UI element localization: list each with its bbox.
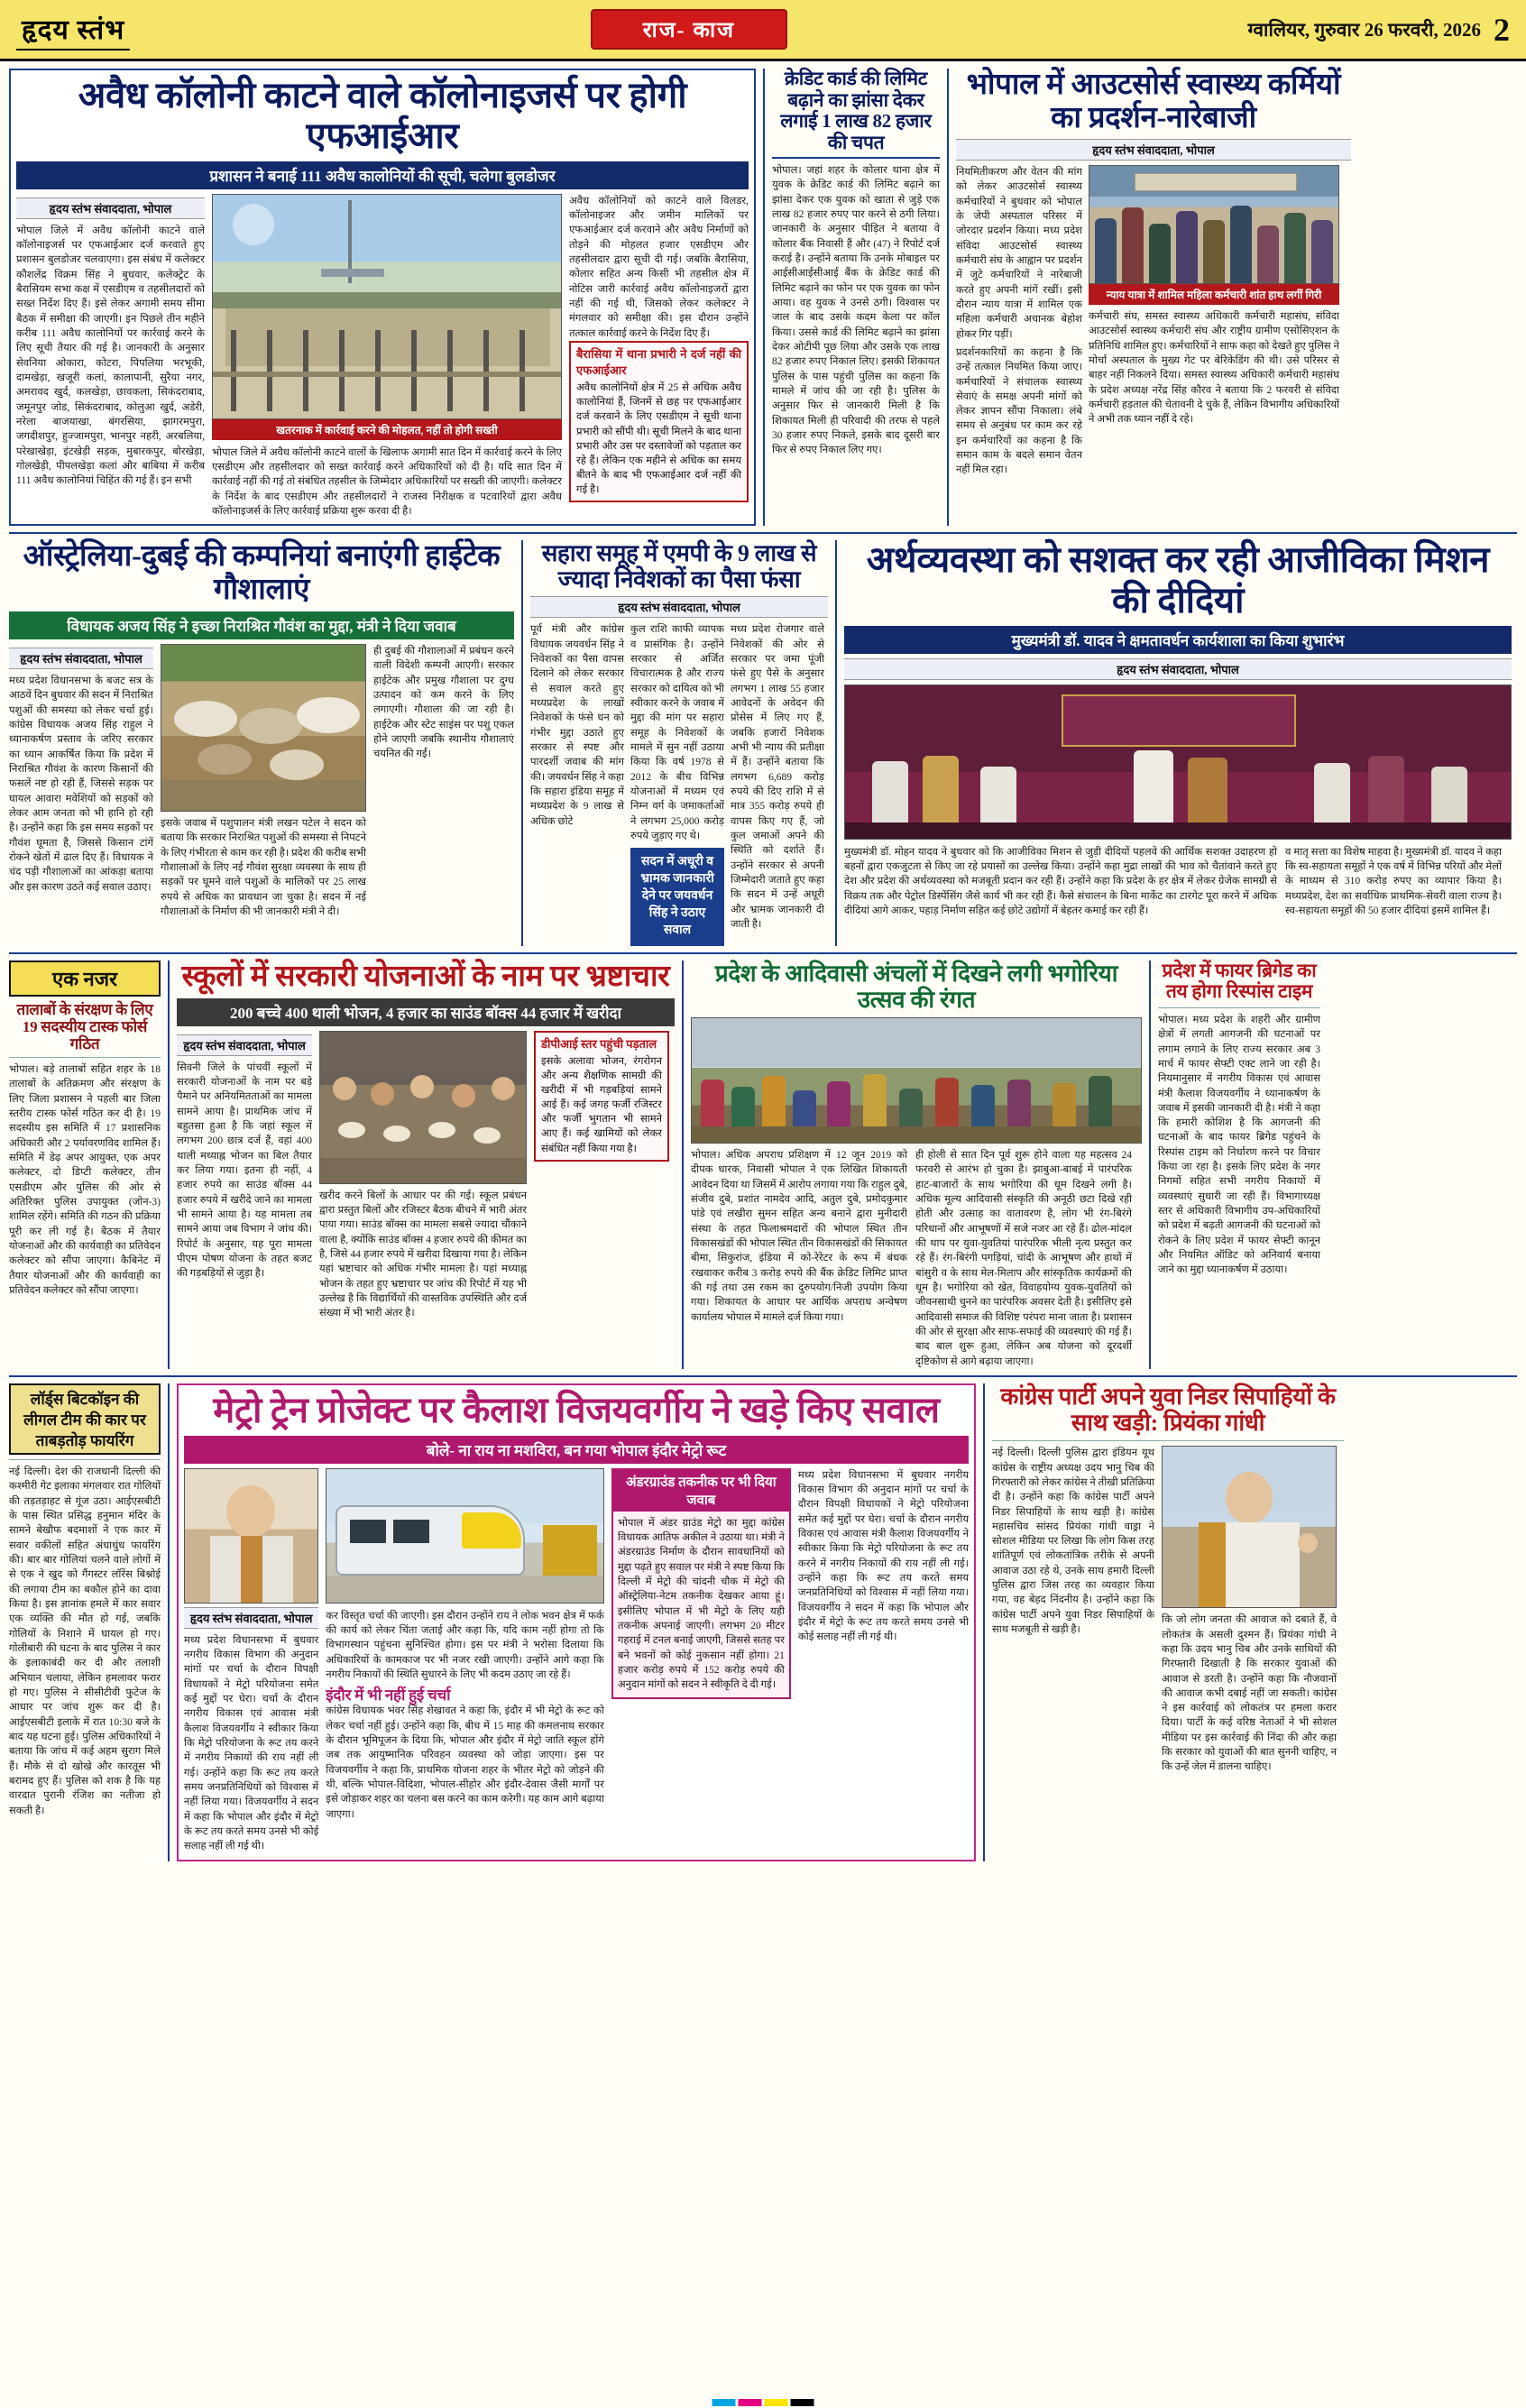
outsource-photo-caption: न्याय यात्रा में शामिल महिला कर्मचारी शांत हाथ लगीं गिरी — [1089, 284, 1339, 305]
lead-subhead: प्रशासन ने बनाई 111 अवैध कालोनियों की सूची, चलेगा बुलडोजर — [16, 161, 749, 189]
tribal-col2: ही होली से सात दिन पूर्व शुरू होने वाला यह महत्सव 24 फरवरी से आरंभ हो चुका है। झाबुआ-बाबई में पारंपरिक हाट-बाजारों के साथ भगोरिया की धूम दिखने लगी है। अधिक मूल्य आदिवासी संस्कृति की अनूठी छटा दिखे रही होती और उत्साह का वातावरण है, लोग भी रंग-बिरंगे परिधानों और आभूषणों में सजे नजर आ रहे हैं। ढोल-मांदल की थाप पर युवा-युवतियां पारंपरिक भीली नृत्य प्रस्तुत कर रहे हैं। रंग-बिरंगी पगड़ियां, चांदी के आभूषण और हाथों में बांसुरी व के साथ मेल-मिलाप और सांस्कृतिक कार्यक्रमों की धूम है। भगोरिया को खेत, विवाहयोग्य युवक-युवतियों को जीवनसाथी चुनने का पारंपरिक अवसर देती है। इसीलिए इसे आदिवासी समाज की विशिष्ट परंपरा माना जाता है। प्रशासन की ओर से सुरक्षा और साफ-सफाई की व्यवस्थाएं की गई हैं। बाद बाल शुरू हुआ, लेकिन अब योजना को दूरदर्शी दृष्टिकोण से आगे बढ़ाया जाएगा। — [915, 1150, 1132, 1367]
lead-tagbox-text: अवैध कालोनियों क्षेत्र में 25 से अधिक अवैध कालोनियां हैं, जिनमें से छह पर एफआईआर दर्ज करवाने के लिए एसडीएम ने सूची थाना प्रभारी को सौंपी थी। सूची मिलने के बाद थाना प्रभारी और उस पर दस्तावेजों को पड़ताल कर रहे हैं। लेकिन एक महीने से अधिक का समय बीतने के बाद भी एफआईआर दर्ज नहीं की गई है। — [576, 382, 741, 495]
lords-story — [9, 1383, 161, 1861]
outsource-photo — [1089, 165, 1339, 284]
schools-headline: स्कूलों में सरकारी योजनाओं के नाम पर भ्रष्टाचार — [181, 960, 670, 993]
divider — [168, 1383, 170, 1861]
third-band — [9, 960, 1517, 1369]
ek-nazar-text: भोपाल। बड़े तालाबों सहित शहर के 18 तालाबों के अतिक्रमण और संरक्षण के लिए जिला प्रशासन ने पहली बार जिला स्तरीय टास्क फोर्स गठित कर दी है। 19 सदस्यीय इस समिति में 17 प्रशासनिक अधिकारी और 2 पर्यावरणविद शामिल हैं। समिति में डेढ़ अपर आयुक्त, एक अपर कलेक्टर, दो डिप्टी कलेक्टर, तीन एसडीएम और पुलिस की ओर से अतिरिक्त पुलिस उपायुक्त (जोन-3) शामिल रहेंगे। समिति की गठन की प्रक्रिया पूरी कर ली गई है। बैठक में तैयार योजनाओं और की कार्यवाही का प्रतिवेदन कलेक्टर को सौंपा जाएगा। कैबिनेट में तैयार योजनाओं और की कार्यवाही का प्रतिवेदन कलेक्टर को सौंपा जाएगा। — [9, 1063, 161, 1296]
lead-tagbox-title: बैरासिया में थाना प्रभारी ने दर्ज नहीं की एफआईआर — [576, 346, 741, 378]
masthead — [0, 0, 1526, 61]
lead-col2: अवैध कॉलोनियों को काटने वाले विलडर, कॉलोनाइजर और जमीन मालिकों पर एफआईआर दर्ज करवाने और अवैध निर्माणों को तोड़ने की मोहलत हजार एसडीएम और तहसीलदार द्वारा सूची दी गई। जबकि बैरासिया, कोलार सहित अन्य किसी भी तहसील क्षेत्र में नोटिस जारी कार्रवाई अवैध कॉलोनाइजरों द्वारा नहीं की गई थी, जिसको लेकर कलेक्टर ने मंगलवार को समीक्षा की। इस दौरान उन्होंने तत्काल कार्रवाई करने के निर्देश दिए हैं। — [569, 195, 749, 339]
top-band — [9, 69, 1517, 526]
tribal-story — [691, 960, 1142, 1369]
schools-col1: सिवनी जिले के पांचवीं स्कूलों में सरकारी योजनाओं के नाम पर बड़े पैमाने पर अनियमितताओं का मामला सामने आया है। प्राथमिक जांच में बहुतसा हुआ है कि जहां स्कूल में लगभग 200 छात्र दर्ज हैं, वहां 400 थाली मध्याह्न भोजन का बिल तैयार कर लिया गया। इतना ही नहीं, 4 हजार रुपये का साउंड बॉक्स 44 हजार रुपये में खरीदे जाने का मामला भी सामने आया है। यह मामला तब सामने आया जब विभाग ने जांच की। रिपोर्ट के अनुसार, यह पूरा मामला पीएम पोषण योजना के तहत बजट की गड़बड़ियों से जुड़ा है। — [177, 1062, 312, 1280]
lead-photo-caption: खतरनाक में कार्रवाई करने की मोहलत, नहीं तो होगी सख्ती — [212, 419, 562, 440]
cmyk-registration-marks — [712, 2399, 814, 2406]
schools-photo — [319, 1031, 527, 1184]
divider — [9, 532, 1517, 534]
gaushala-col2: इसके जवाब में पशुपालन मंत्री लखन पटेल ने सदन को बताया कि सरकार निराश्रित पशुओं की समस्या से निपटने के लिए गंभीरता से काम कर रही है। प्रदेश की करीब सभी गौशालाओं के लिए नई गौवंश सुरक्षा व्यवस्था के साथ ही सड़कों पर घूमने वाले पशुओं के मालिकों पर 25 लाख रुपये से अधिक का प्रावधान जा चुका है। सदन में नई गौशालाओं के निर्माण की भी जानकारी मंत्री ने दी। — [161, 818, 366, 918]
congress-photo — [1162, 1446, 1337, 1608]
schools-tagbox — [534, 1031, 669, 1162]
metro-sub2-text: कांग्रेस विधायक भंवर सिंह शेखावत ने कहा कि, इंदौर में भी मेट्रो के रूट को लेकर चर्चा नहीं हुई। उन्होंने कहा कि, बीच में 15 माह की कमलनाथ सरकार के दौरान भूमिपूजन के दिया कि, भोपाल और इंदौर में मेट्रो जाति स्कूल होंगे जब तक आयुष्मानिक परिवहन व्यवस्था को जोड़ा जाएगा। इस पर विजयवर्गीय ने कहा कि, प्राथमिक योजना शहर के भीतर मेट्रो को जोड़ने की थी, बल्कि भोपाल-विदिशा, भोपाल-सीहोर और इंदौर-देवास जैसी मार्गों पर इसे जोड़ाकर शहर का चलना बस करने का काम करेगी। यह काम आगे बढ़ाया जाएगा। — [326, 1705, 604, 1820]
ek-nazar-head: एक नजर — [9, 960, 161, 997]
ek-nazar-column — [9, 960, 161, 1369]
lead-story — [9, 69, 756, 526]
schools-col2: खरीद करने बिलों के आधार पर की गई। स्कूल प्रबंधन द्वारा प्रस्तुत बिलों और रजिस्टर बैठक बीचने में भारी अंतर पाया गया। साउंड बॉक्स का मामला सबसे ज्यादा चौंकाने वाला है, क्योंकि साउंड बॉक्स 4 हजार रुपये की कीमत का है, जिसे 44 हजार रुपये में खरीदा दिखाया गया है। लेकिन यहां भ्रष्टाचार को अधिक गंभीर मामला है। यहां मध्याह्न भोजन के तहत हुए भ्रष्टाचार पर जांच की रिपोर्ट में यह भी उल्लेख है कि विद्यार्थियों की वास्तविक उपस्थिति और दर्ज संख्या में भी भारी अंतर है। — [319, 1190, 527, 1319]
sahara-byline: हृदय स्तंभ संवाददाता, भोपाल — [530, 596, 828, 618]
outsource-byline: हृदय स्तंभ संवाददाता, भोपाल — [956, 139, 1351, 161]
congress-col1: नई दिल्ली। दिल्ली पुलिस द्वारा इंडियन यूथ कांग्रेस के राष्ट्रीय अध्यक्ष उदय भानु चिब की गिरफ्तारी को लेकर कांग्रेस ने तीखी प्रतिक्रिया दी है। उन्होंने कहा कि कांग्रेस पार्टी अपने निडर सिपाहियों के साथ खड़ी है। कांग्रेस महासचिव सांसद प्रियंका गांधी वाड्रा ने सोशल मीडिया पर लिखा कि लोग किस तरह शांतिपूर्ण एवं लोकतांत्रिक तरीके से अपनी आवाज उठा रहे थे, उनके साथ हमारी दिल्ली पुलिस द्वारा जिस तरह का व्यवहार किया गया, वह बेहद निंदनीय है। उन्होंने कहा कि कांग्रेस पार्टी अपने युवा निडर सिपाहियों के साथ मजबूती से खड़ी है। — [992, 1448, 1154, 1636]
tribal-col1: भोपाल। अधिक अपराध प्रशिक्षण में 12 जून 2019 को दीपक धारक, निवासी भोपाल ने एक लिखित शिकायती आवेदन दिया था जिसमें में आरोप लगाया गया कि राहुल दुबे, संजीव दुबे, प्रशांत नामदेव आदि, अतुल दुबे, प्रमोदकुमार पांडे एवं लखीरा सुमन सहित अन्य बनाने द्वारा मुनीदारी संस्था के तहत फिलाश्रमदारों की भोपाल स्थित तीन विकासखंडों की भोपाल स्थित तीन विकासखंडों की सिकायत बीमा, सिकुरांज, इंडिया में को-रेरेटर के रूप में बंधक रखवाकर करीब 3 करोड़ रुपये की बैंक क्रेडिट लिमिट प्राप्त की गई तथा उस रकम का दुरुपयोग/निजी उपयोग किया गया। शिकायत के आधार पर आर्थिक अपराध अन्वेषण कार्यालय भोपाल में मामले दर्ज किया गया। — [691, 1150, 907, 1323]
outsource-col1: नियमितीकरण और वेतन की मांग को लेकर आउटसोर्स स्वास्थ्य कर्मचारियों ने बुधवार को भोपाल के जेपी अस्पताल परिसर में जोरदार प्रदर्शन किया। मध्य प्रदेश संविदा आउटसोर्स स्वास्थ्य कर्मचारी संघ के आह्वान पर प्रदर्शन में जुटे कर्मचारियों ने नारेबाजी करते हुए अपनी मांगें रखीं। इसी दौरान न्याय यात्रा में शामिल एक महिला कर्मचारी अचानक बेहोश होकर गिर पड़ीं। — [956, 166, 1082, 340]
gaushala-headline: ऑस्ट्रेलिया-दुबई की कम्पनियां बनाएंगी हाईटेक गौशालाएं — [23, 540, 501, 607]
gaushala-photo — [161, 644, 366, 812]
metro-sidebox-head: अंडरग्राउंड तकनीक पर भी दिया जवाब — [613, 1470, 789, 1512]
metro-subhead: बोले- ना राय ना मशविरा, बन गया भोपाल इंदौर मेट्रो रूट — [184, 1436, 969, 1464]
place-date: ग्वालियर, गुरुवार 26 फरवरी, 2026 — [1247, 18, 1481, 41]
metro-sidebox-text: भोपाल में अंडर ग्राउंड मेट्रो का मुद्दा कांग्रेस विधायक आतिफ अकील ने उठाया था। मंत्री ने अंडरग्राउंड निर्माण के दौरान सावधानियों को मुद्दा पढ़ते हुए सवाल पर मंत्री ने स्पष्ट किया कि दिल्ली में मेट्रो की चांदनी चौक में मेट्रो की ऑस्ट्रेलिया-नेटम तकनीक देखकर आया हूं। इसीलिए भोपाल में भी मेट्रो के लिए यही तकनीक अपनाई जाएगी। लगभग 20 मीटर गहराई में टनल बनाई जाएगी, जिससे सतह पर बने भवनों को कोई नुकसान नहीं होगा। 21 हजार करोड़ रुपये में 152 करोड़ रुपये की अनुदान मांगों को सदन ने स्वीकृति दे दी गई। — [617, 1517, 785, 1691]
divider — [983, 1383, 985, 1861]
divider — [947, 69, 949, 526]
congress-headline: कांग्रेस पार्टी अपने युवा निडर सिपाहियों के साथ खड़ी: प्रियंका गांधी — [1000, 1383, 1336, 1437]
sahara-col1: पूर्व मंत्री और कांग्रेस विधायक जयवर्धन सिंह ने निवेशकों का पैसा वापस दिलाने को लेकर सरकार से सवाल करते हुए मध्यप्रदेश के लाखों निवेशकों के फंसे धन को गंभीर मुद्दा उठाते हुए सरकार से स्पष्ट और पारदर्शी जवाब की मांग की। जयवर्धन सिंह ने कहा कि सहारा इंडिया समूह में मध्यप्रदेश के 9 लाख से अधिक छोटे — [530, 624, 624, 827]
lead-photo — [212, 194, 562, 419]
metro-train-photo — [326, 1468, 604, 1604]
credit-card-text: भोपाल। जहां शहर के कोलार थाना क्षेत्र में युवक के क्रेडिट कार्ड की लिमिट बढ़ाने का झांसा देकर एक युवक को खाता से जुड़े एक लाख 82 हजार रुपए पार करने से ठगी लिया। जानकारी के अनुसार पीड़ित ने बताया वे कोलार बैंक निवासी हैं और (47) ने रिपोर्ट दर्ज कराई है। उन्होंने बताया कि उनके मोबाइल पर आईसीआईसीआई बैंक के क्रेडिट कार्ड की लिमिट बढ़ाने का फोन पर एक युवक का फोन आया। वह युवक ने उनसे ठगी। विश्वास पर जाल के बाद उसके कदम केला पर कॉल किया। उससे कार्ड की लिमिट बढ़ाने का झांसा देकर ओटीपी पूछ लिया और उसके एक लाख 82 हजार रुपए निकाल लिए। इसकी शिकायत पुलिस के पास पहुंची पुलिस का कहना कि मामले में जांच की जा रही है। पुलिस के अनुसार फिर से जानकारी मिली है कि शिकायत मिली ही परिवादी की तरफ से पहले 30 हजार रुपए निकले, इसके बाद दूसरी बार फिर से रुपए निकाल लिए गए। — [772, 165, 940, 456]
aajeevika-col2: व मातृ सत्ता का विशेष माहवा है। मुख्यमंत्री डॉ. यादव ने कहा कि स्व-सहायता समूहों ने एक वर्ष में विभिन्न परियों और मेलों के माध्यम से 310 करोड़ रुपए का व्यापार किया है। मध्यप्रदेश, देश का सर्वाधिक प्राथमिक-सेवरी वाला राज्य है। स्व-सहायता समूहों की 50 हजार दीदियां इसमें शामिल हैं। — [1285, 846, 1502, 917]
metro-headline: मेट्रो ट्रेन प्रोजेक्ट पर कैलाश विजयवर्गीय ने खड़े किए सवाल — [213, 1389, 940, 1430]
credit-card-story — [772, 69, 940, 526]
sahara-headline: सहारा समूह में एमपी के 9 लाख से ज्यादा निवेशकों का पैसा फंसा — [541, 540, 817, 593]
metro-col1-dup: मध्य प्रदेश विधानसभा में बुधवार नगरीय विकास विभाग की अनुदान मांगों पर चर्चा के दौरान विपक्षी विधायकों ने मेट्रो परियोजना समेत कई मुद्दों पर घेरा। चर्चा के दौरान नगरीय विकास एवं आवास मंत्री कैलाश विजयवर्गीय ने स्वीकार किया कि मेट्रो परियोजना के रूट तय करने में नगरीय निकायों की राय नहीं ली गई। उन्होंने कहा कि रूट तय करते समय जनप्रतिनिधियों को विश्वास में नहीं लिया गया। विजयवर्गीय ने सदन में कहा कि भोपाल और इंदौर में मेट्रो के रूट तय करते समय उनसे भी कोई सलाह नहीं ली गई थी। — [797, 1469, 970, 1643]
outsource-col2: प्रदर्शनकारियों का कहना है कि उन्हें तत्काल नियमित किया जाए। कर्मचारियों ने संचालक स्वास्थ्य सेवाएं के समक्ष अपनी मांगों को लेकर ज्ञापन सौंपा निकाला। लंबे समय से अनुबंध पर काम कर रहे इन कर्मचारियों का कहना है कि समान काम के बदले समान वेतन नहीं मिल रहा। — [956, 346, 1082, 476]
schools-byline: हृदय स्तंभ संवाददाता, भोपाल — [177, 1034, 312, 1056]
lead-headline: अवैध कॉलोनी काटने वाले कॉलोनाइजर्स पर होगी एफआईआर — [78, 75, 687, 156]
gaushala-col1: मध्य प्रदेश विधानसभा के बजट सत्र के आठवें दिन बुधवार की सदन में निराश्रित पशुओं की समस्या को लेकर चर्चा हुई। कांग्रेस विधायक अजय सिंह राहुल ने ध्यानाकर्षण प्रस्ताव के जरिए सरकार का ध्यान आकर्षित किया कि प्रदेश में निराश्रित गौवंश के कारण किसानों की फसलें नष्ट हो रही हैं, जिससे सड़क पर घायल आवारा मवेशियों को सड़कों को लेकर आम जनता को भी हानि हो रही है। उन्होंने कहा कि इस समय सड़कों पर गौवंश घूमता है, जिससे किसान टांगें रोकने खेतों में ढाल दिए हैं। विधायक ने चंद पड़ी गौशालाओं का आंकड़ा बताया और इस कारण उठते कई सवाल उठाए। — [9, 676, 153, 893]
lead-col1: भोपाल जिले में अवैध कॉलोनी काटने वाले कॉलोनाइजर्स पर एफआईआर दर्ज करवाते हुए प्रशासन बुलडोजर चलवाएगा। इस संबंध में कलेक्टर कौशलेंद्र विक्रम सिंह ने बुधवार, कलेक्ट्रेट के बैरासियम सभा कक्ष में एसडीएम व तहसीलदारों को सख्त निर्देश दिए हैं। इसे लेकर अगामी समय सीमा बैठक में समीक्षा की जाएगी। इन पिछले तीन महीने करीब 111 अवैध कालोनियों पर कार्रवाई करने के लिए सूची तैयार की गई है। जानकारी के अनुसार सेवनिया ओकारा, कोटरा, पिपलिया भरभूकी, दामखेड़ा, खजूरी कलां, कालापानी, सुरैया नगर, अमरावद खुर्द, कलखेड़ा, छावकला, सिकंदराबाद, जमूनपुर जोड, सिकंदराबाद, कोलुआ खुर्द, अडेरी, नरेला बाजयाखा, बंगरसिया, झागरमपुरा, जगदीशपुर, हुज्जामपुरा, भानपुर नहरी, अरबलिया, परेखाखेड़ा, इंटखेड़ी सड़क, मुबारकपुर, बोरखेड़ा, गोलखेड़ी, पीपलखेड़ा कलां और बाबिया में करीब 111 अवैध कालोनियां चिहिंत की गई हैं। इन सभी — [16, 225, 205, 487]
bottom-band — [9, 1383, 1517, 1861]
schools-story — [177, 960, 675, 1369]
divider — [835, 540, 837, 946]
fire-headline: प्रदेश में फायर ब्रिगेड का तय होगा रिस्पांस टाइम — [1162, 959, 1317, 1003]
divider — [682, 960, 684, 1369]
divider — [1149, 960, 1151, 1369]
divider — [763, 69, 765, 526]
aajeevika-subhead: मुख्यमंत्री डॉ. यादव ने क्षमतावर्धन कार्यशाला का किया शुभारंभ — [844, 626, 1512, 654]
sahara-col3: मध्य प्रदेश रोजगार वाले निवेशकों की ओर से सरकार पर जमा पूंजी फंसे हुए पैसे के अनुसार लगभग 1 लाख 55 हजार आवेदनों के अवेदन की प्रोसेस में लिए गए हैं, जबकि हजारों निवेशक अभी भी न्याय की प्रतीक्षा में हैं। उन्होंने बताया कि लगभग 6,689 करोड़ रुपये की दिए राशि में से मात्र 355 करोड़ रुपये ही वापस किए गए हैं, जो कुल जमाओं अपने की स्थिति को दर्शाते हैं। उन्होंने सरकार से अपनी जिम्मेदारी जताते हुए कहा कि सदन में उन्हें अधूरी और भ्रामक जानकारी दी जाती है। — [731, 624, 824, 931]
second-band — [9, 540, 1517, 946]
sahara-story — [530, 540, 828, 946]
schools-subhead: 200 बच्चे 400 थाली भोजन, 4 हजार का साउंड बॉक्स 44 हजार में खरीदा — [177, 998, 675, 1026]
outsource-headline: भोपाल में आउटसोर्स स्वास्थ्य कर्मियों का प्रदर्शन-नारेबाजी — [966, 69, 1341, 134]
divider — [168, 960, 170, 1369]
congress-col2: कि जो लोग जनता की आवाज को दबाते हैं, वे लोकतंत्र के असली दुश्मन हैं। प्रियंका गांधी ने कहा कि उदय भानु चिब और उनके साथियों की गिरफ्तारी दिखाती है कि सरकार युवाओं की आवाज से डरती है। उन्होंने कहा कि नौजवानों की आवाज कभी दबाई नहीं जा सकती। कांग्रेस ने इस कार्रवाई को लोकतंत्र पर हमला करार दिया। पार्टी के कई वरिष्ठ नेताओं ने भी सोशल मीडिया पर इस कार्रवाई की निंदा की और कहा कि सरकार को युवाओं की बात सुननी चाहिए, न कि उन्हें जेल में डालना चाहिए। — [1162, 1614, 1337, 1773]
credit-card-headline: क्रेडिट कार्ड की लिमिट बढ़ाने का झांसा देकर लगाई 1 लाख 82 हजार की चपत — [772, 69, 940, 159]
divider — [9, 952, 1517, 954]
aajeevika-story — [844, 540, 1512, 946]
gaushala-subhead: विधायक अजय सिंह ने इच्छा निराश्रित गौवंश का मुद्दा, मंत्री ने दिया जवाब — [9, 611, 514, 639]
metro-col1: मध्य प्रदेश विधानसभा में बुधवार नगरीय विकास विभाग की अनुदान मांगों पर चर्चा के दौरान विपक्षी विधायकों ने मेट्रो परियोजना समेत कई मुद्दों पर घेरा। चर्चा के दौरान नगरीय विकास एवं आवास मंत्री कैलाश विजयवर्गीय ने स्वीकार किया कि मेट्रो परियोजना के रूट तय करने में नगरीय निकायों की राय नहीं ली गई। उन्होंने कहा कि रूट तय करते समय जनप्रतिनिधियों को विश्वास में नहीं लिया गया। विजयवर्गीय ने सदन में कहा कि भोपाल और इंदौर में मेट्रो के रूट तय करते समय उनसे भी कोई सलाह नहीं ली गई थी। — [184, 1634, 319, 1852]
metro-col2: कर विस्तृत चर्चा की जाएगी। इस दौरान उन्होंने राय ने लोक भवन क्षेत्र में फर्क की कार्य को लेकर चिंता जताई और कहा कि, यदि काम नहीं होगा तो कि विभागस्थान पहुंचना सुनिश्चित होगा। इस पर मंत्री ने भरोसा दिलाया कि अधिकारियों के कामकाज पर भी नजर रखी जाएगी। उन्होंने आगे कहा कि नगरीय निकायों की स्थिति सुधारने के लिए भी कदम उठाए जा रहे हैं। — [326, 1610, 604, 1681]
page-body — [0, 61, 1526, 1861]
aajeevika-headline: अर्थव्यवस्था को सशक्त कर रही आजीविका मिशन की दीदियां — [866, 539, 1490, 621]
metro-sub2-head: इंदौर में भी नहीं हुई चर्चा — [326, 1687, 451, 1705]
tribal-photo — [691, 1017, 1142, 1144]
outsource-story — [956, 69, 1351, 526]
lead-col3: भोपाल जिले में अवैध कॉलोनी काटने वालों के खिलाफ अगामी सात दिन में कार्रवाई करने के लिए एसडीएम और तहसीलदार को सख्त कार्रवाई करने अधिकारियों को दी है। यदि सात दिन में कार्रवाई नहीं की गई तो संबंधित तहसील के जिम्मेदार अधिकारियों पर सख्ती की जाएगी। कलेक्टर के निर्देश के बाद एसडीएम और तहसीलदारों ने राजस्व निरीक्षक व पटवारियों द्वारा अवैध कॉलोनाइजर्स के लिए कार्रवाई प्रक्रिया शुरू करवा दी है। — [211, 446, 562, 517]
metro-sidebox — [611, 1468, 791, 1699]
metro-byline: हृदय स्तंभ संवाददाता, भोपाल — [184, 1607, 318, 1629]
fire-text: भोपाल। मध्य प्रदेश के शहरी और ग्रामीण क्षेत्रों में लगती आगजनी की घटनाओं पर लगाम लगाने के लिए राज्य सरकार अब 3 मार्च में फायर सेफ्टी एक्ट लाने जा रही है। नियमानुसार में नगरीय विकास एवं आवास मंत्री कैलाश विजयवर्गीय ने ध्यानाकर्षण के जवाब में इसकी जानकारी दी है। मंत्री ने कहा कि हमारी कोशिश है कि आगजनी की घटनाओं के बाद फायर ब्रिगेड पहुंचने के रिस्पांस टाइम को निर्धारण करने पर विचार किया जा रहा है। इसके लिए प्रदेश के नगर निगमों सहित सभी नगरीय निकायों में व्यवस्थाएं सुधारी जा रही हैं। विभागाध्यक्ष स्तर से अधिकारी विभागीय उप-अधिकारियों को प्रदेश में बढ़ती आगजनी की घटनाओं को रोकने के लिए प्रदेश में फायर सेफ्टी कानून और नियमित ऑडिट को अनिवार्य बनाया जाने का मुद्दा ध्यानाकर्षण में उठाया। — [1158, 1014, 1320, 1276]
dateline — [1247, 11, 1510, 49]
gaushala-col3: ही दुबई की गौशालाओं में प्रबंधन करने वाली विदेशी कम्पनी आएगी। सरकार हाईटेक और प्रमुख गौशाला पर दुग्ध उत्पादन को कम करने के लिए लगाएगी। गौशाला की जा रही है। हाईटेक और स्टेट साइंस पर पशु एकल होने जाएगी जबकि स्थानीय गौशालाएं चयनित की गईं। — [373, 646, 514, 760]
aajeevika-byline: हृदय स्तंभ संवाददाता, भोपाल — [844, 658, 1512, 680]
lords-head: लॉर्ड्स बिटकॉइन की लीगल टीम की कार पर ताबड़तोड़ फायरिंग — [9, 1383, 161, 1455]
page-number: 2 — [1494, 11, 1510, 48]
congress-story — [992, 1383, 1344, 1861]
section-tag: राज- काज — [591, 9, 787, 50]
aajeevika-photo — [844, 685, 1512, 840]
fire-story — [1158, 960, 1320, 1369]
lead-byline: हृदय स्तंभ संवाददाता, भोपाल — [16, 198, 205, 219]
gaushala-story — [9, 540, 514, 946]
gaushala-byline: हृदय स्तंभ संवाददाता, भोपाल — [9, 648, 153, 669]
newspaper-logo: हृदय स्तंभ — [16, 8, 130, 51]
outsource-col3: कर्मचारी संघ, समस्त स्वास्थ्य अधिकारी कर्मचारी महासंघ, संविदा आउटसोर्स स्वास्थ्य कर्मचारी संघ और राष्ट्रीय ग्रामीण एसोसिएशन के प्रतिनिधि शामिल हुए। कर्मचारियों ने साफ कहा को देखते हुए पुलिस ने मोर्चा अस्पताल के मुख्य गेट पर बेरिकेडिंग की थी। उसे परिसर से बाहर नहीं निकलने दिया। समस्त स्वास्थ्य अधिकारी कर्मचारी महासंघ के प्रदेश अध्यक्ष नरेंद्र सिंह कौरव ने बताया कि 2 फरवरी से संविदा कर्मचारी हड़ताल की चेतावनी दे चुके हैं, लेकिन विभागीय अधिकारियों ने अभी तक ध्यान नहीं दे रहे। — [1089, 310, 1339, 426]
lords-text: नई दिल्ली। देश की राजधानी दिल्ली की कश्मीरी गेट इलाका मंगलवार रात गोलियों की तड़तड़ाहट से गूंज उठा। आईएसबीटी के पास स्थित प्रसिद्ध हनुमान मंदिर के सामने बेखौफ बदमाशों ने एक कार में सवार वकीलों सहित अंधाधुंध फायरिंग की। बार बार गोलियां चलने वाले लोगों में से एक ने खुद को गैंगस्टर लॉरेंस बिश्नोई की लगाया टीम का बकौल होने का दावा किया है। इस ज्ञानांक हमले में कार सवार एक व्यक्ति की मौत हो गई, जबकि गोलियों के निशाने में घायल हो गए। गोलीबारी की घटना के बाद पुलिस ने कार के इलाकाबंदी कर दी और तलाशी अभियान चलाया, लेकिन हमलावर फरार हो गए। पुलिस ने सीसीटीवी फुटेज के आधार पर जांच शुरू कर दी है। आईएसबीटी इलाके में रात 10:30 बजे के बाद यह घटना हुई। पुलिस अधिकारियों ने बताया कि जांच में कई अहम सुराग मिले हैं। मौके से दो खोखे और कारतूस भी बरामद हुए हैं। पुलिस को शक है कि यह वारदात पुरानी रंजिश का नतीजा हो सकती है। — [9, 1466, 161, 1816]
schools-tagbox-text: इसके अलावा भोजन, रंगरोगन और अन्य शैक्षणिक सामग्री की खरीदी में भी गड़बड़ियां सामने आई हैं। कई जगह फर्जी रजिस्टर और फर्जी भुगतान भी सामने आए हैं। कई खामियों को लेकर संबंधित नहीं किया गया है। — [541, 1055, 662, 1154]
ek-nazar-title: तालाबों के संरक्षण के लिए 19 सदस्यीय टास्क फोर्स गठित — [16, 1000, 153, 1052]
aajeevika-col1: मुख्यमंत्री डॉ. मोहन यादव ने बुधवार को कि आजीविका मिशन से जुड़ी दीदियों पहलवे की आर्थिक सशक्त उदाहरण हो बहनों द्वारा एकजुटता से किए जा रहे प्रयासों का उल्लेख किया। उन्होंने कहा मुद्रा लाखों की भाव को चैतांवाने करते हुए देश और प्रदेश की अर्थव्यवस्था को मजबूती प्रदान कर रही हैं। उन्होंने कहा कि प्रदेश के हर क्षेत्र में लेकर ग्रेजेक सामग्री से विक्रय तक और पेट्रोल डिस्पेंसिंग जैसे कार्य भी कर रही हैं। कैसे संचालन के बिना मार्केट का टारगेट पूरा करने में अधिक दीदियां आगे आकर, पहाड़ निर्माण सहित कई छोटे उद्योगों में बेहतर कमाई कर रही हैं। — [844, 846, 1277, 917]
divider — [9, 1375, 1517, 1377]
metro-story — [177, 1383, 976, 1861]
sahara-pullquote: सदन में अधूरी व भ्रामक जानकारी देने पर जयवर्धन सिंह ने उठाए सवाल — [630, 848, 724, 945]
schools-tagbox-title: डीपीआई स्तर पहुंची पड़ताल — [541, 1036, 657, 1051]
divider — [521, 540, 523, 946]
metro-person-photo — [184, 1468, 318, 1604]
sahara-col2: कुल राशि काफी व्यापक व प्रासंगिक है। उन्होंने सरकार से अर्जित विचारात्मक है और राज्य सरकार को दायित्व को भी स्वीकार करने के जवाब में मुद्दा की मांग पर सहारा समूह के निवेशकों के मामले में सुन नहीं उठाया किया कि वर्ष 1978 से 2012 के बीच विभिन्न योजनाओं में मध्यम एवं निम्न वर्ग के जमाकर्ताओं ने लगभग 25,000 करोड़ रुपये जुड़ाए गए थे। — [630, 624, 724, 842]
lead-tagbox — [569, 341, 749, 502]
tribal-headline: प्रदेश के आदिवासी अंचलों में दिखने लगी भगोरिया उत्सव की रंगत — [714, 960, 1118, 1013]
